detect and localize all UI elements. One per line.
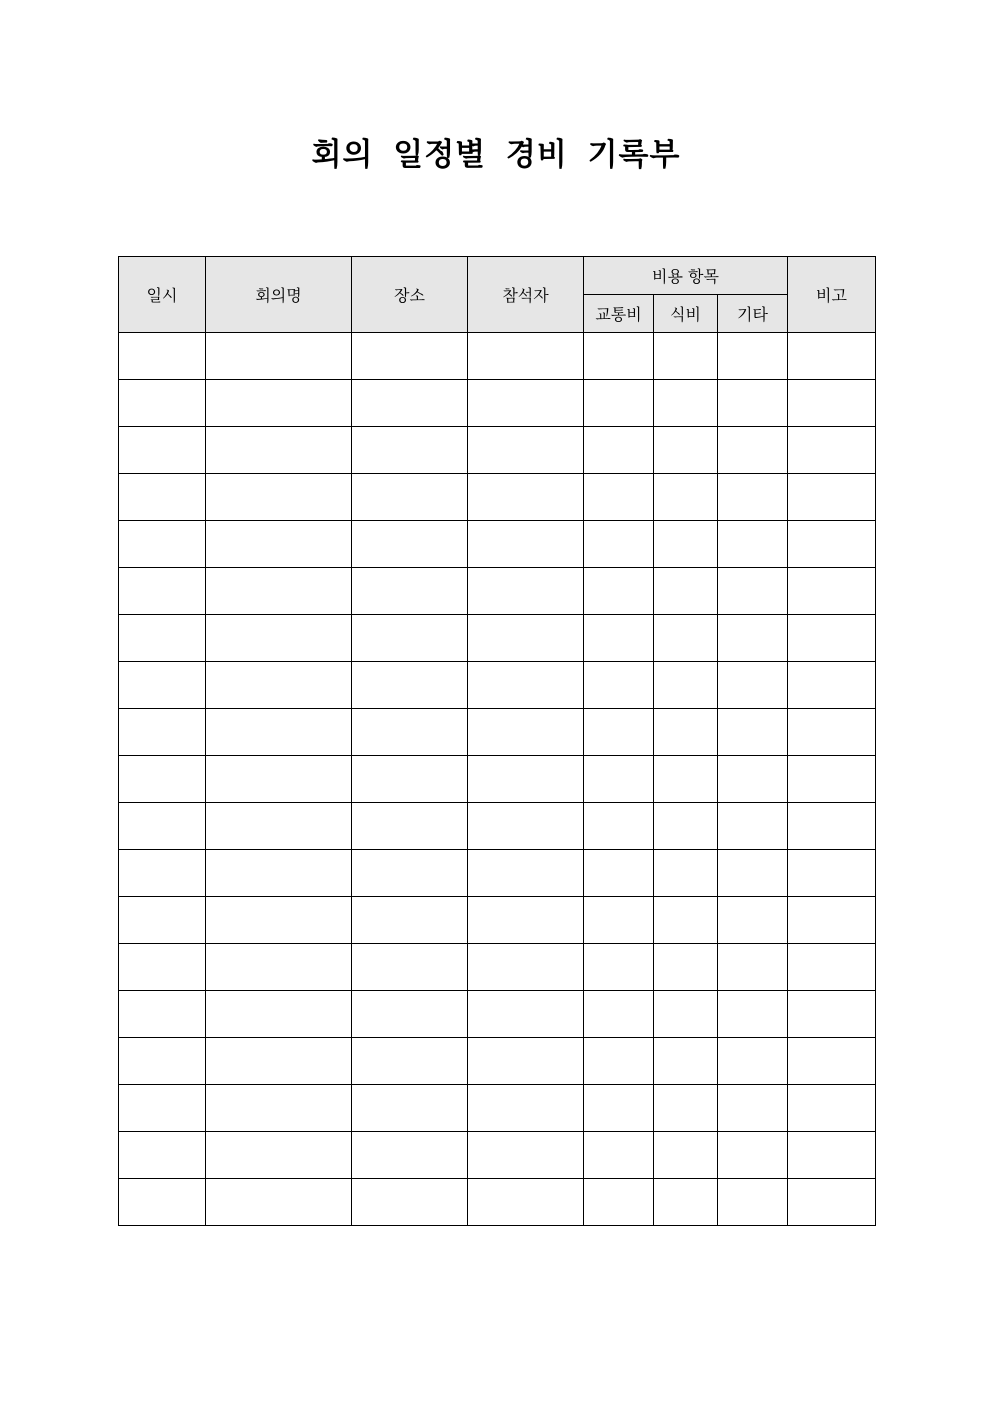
meeting-name-cell bbox=[206, 991, 352, 1038]
remarks-cell bbox=[788, 333, 876, 380]
meeting-name-cell bbox=[206, 944, 352, 991]
transport-cell bbox=[584, 568, 654, 615]
other-cell bbox=[718, 944, 788, 991]
other-cell bbox=[718, 850, 788, 897]
location-cell bbox=[352, 897, 468, 944]
meeting-name-cell bbox=[206, 521, 352, 568]
attendees-cell bbox=[468, 1085, 584, 1132]
meeting-name-cell bbox=[206, 568, 352, 615]
date-cell bbox=[119, 427, 206, 474]
attendees-cell bbox=[468, 944, 584, 991]
location-cell bbox=[352, 1085, 468, 1132]
remarks-cell bbox=[788, 1179, 876, 1226]
attendees-cell bbox=[468, 380, 584, 427]
location-cell bbox=[352, 991, 468, 1038]
meals-cell bbox=[654, 427, 718, 474]
meals-cell bbox=[654, 944, 718, 991]
meals-cell bbox=[654, 803, 718, 850]
other-cell bbox=[718, 1038, 788, 1085]
transport-cell bbox=[584, 850, 654, 897]
meeting-name-cell bbox=[206, 427, 352, 474]
expense-ledger-table bbox=[118, 256, 876, 1226]
table-row bbox=[119, 1179, 876, 1226]
other-cell bbox=[718, 427, 788, 474]
date-cell bbox=[119, 615, 206, 662]
table-row bbox=[119, 474, 876, 521]
meals-cell bbox=[654, 850, 718, 897]
date-cell bbox=[119, 474, 206, 521]
table-row bbox=[119, 756, 876, 803]
attendees-cell bbox=[468, 1038, 584, 1085]
header-meeting-name: 회의명 bbox=[206, 257, 352, 333]
attendees-cell bbox=[468, 568, 584, 615]
date-cell bbox=[119, 897, 206, 944]
table-row bbox=[119, 1038, 876, 1085]
transport-cell bbox=[584, 474, 654, 521]
transport-cell bbox=[584, 991, 654, 1038]
date-cell bbox=[119, 568, 206, 615]
remarks-cell bbox=[788, 991, 876, 1038]
date-cell bbox=[119, 709, 206, 756]
transport-cell bbox=[584, 662, 654, 709]
location-cell bbox=[352, 380, 468, 427]
remarks-cell bbox=[788, 850, 876, 897]
meals-cell bbox=[654, 991, 718, 1038]
date-cell bbox=[119, 850, 206, 897]
attendees-cell bbox=[468, 427, 584, 474]
attendees-cell bbox=[468, 709, 584, 756]
remarks-cell bbox=[788, 1085, 876, 1132]
attendees-cell bbox=[468, 1179, 584, 1226]
remarks-cell bbox=[788, 709, 876, 756]
transport-cell bbox=[584, 897, 654, 944]
other-cell bbox=[718, 897, 788, 944]
location-cell bbox=[352, 709, 468, 756]
header-transport: 교통비 bbox=[584, 295, 654, 333]
location-cell bbox=[352, 803, 468, 850]
remarks-cell bbox=[788, 427, 876, 474]
remarks-cell bbox=[788, 803, 876, 850]
table-row bbox=[119, 380, 876, 427]
location-cell bbox=[352, 1132, 468, 1179]
header-meals: 식비 bbox=[654, 295, 718, 333]
document-title: 회의 일정별 경비 기록부 bbox=[311, 137, 681, 173]
transport-cell bbox=[584, 944, 654, 991]
meals-cell bbox=[654, 474, 718, 521]
table-row bbox=[119, 568, 876, 615]
attendees-cell bbox=[468, 474, 584, 521]
header-attendees: 참석자 bbox=[468, 257, 584, 333]
remarks-cell bbox=[788, 568, 876, 615]
other-cell bbox=[718, 756, 788, 803]
other-cell bbox=[718, 1179, 788, 1226]
attendees-cell bbox=[468, 897, 584, 944]
table-row bbox=[119, 1085, 876, 1132]
remarks-cell bbox=[788, 380, 876, 427]
date-cell bbox=[119, 1179, 206, 1226]
meals-cell bbox=[654, 333, 718, 380]
meals-cell bbox=[654, 1179, 718, 1226]
meals-cell bbox=[654, 615, 718, 662]
location-cell bbox=[352, 333, 468, 380]
meals-cell bbox=[654, 756, 718, 803]
header-remarks: 비고 bbox=[788, 257, 876, 333]
meeting-name-cell bbox=[206, 1132, 352, 1179]
other-cell bbox=[718, 662, 788, 709]
attendees-cell bbox=[468, 1132, 584, 1179]
transport-cell bbox=[584, 1085, 654, 1132]
table-body bbox=[119, 333, 876, 1226]
meals-cell bbox=[654, 1132, 718, 1179]
location-cell bbox=[352, 474, 468, 521]
meeting-name-cell bbox=[206, 1179, 352, 1226]
attendees-cell bbox=[468, 756, 584, 803]
date-cell bbox=[119, 380, 206, 427]
transport-cell bbox=[584, 333, 654, 380]
meeting-name-cell bbox=[206, 709, 352, 756]
other-cell bbox=[718, 380, 788, 427]
header-cost-group: 비용 항목 bbox=[584, 257, 788, 295]
other-cell bbox=[718, 474, 788, 521]
remarks-cell bbox=[788, 756, 876, 803]
remarks-cell bbox=[788, 944, 876, 991]
table-header bbox=[119, 257, 876, 333]
other-cell bbox=[718, 333, 788, 380]
transport-cell bbox=[584, 615, 654, 662]
location-cell bbox=[352, 521, 468, 568]
attendees-cell bbox=[468, 521, 584, 568]
attendees-cell bbox=[468, 803, 584, 850]
meeting-name-cell bbox=[206, 803, 352, 850]
table-row bbox=[119, 850, 876, 897]
meals-cell bbox=[654, 568, 718, 615]
meeting-name-cell bbox=[206, 662, 352, 709]
transport-cell bbox=[584, 521, 654, 568]
meeting-name-cell bbox=[206, 380, 352, 427]
remarks-cell bbox=[788, 1132, 876, 1179]
date-cell bbox=[119, 1038, 206, 1085]
other-cell bbox=[718, 803, 788, 850]
location-cell bbox=[352, 850, 468, 897]
header-location: 장소 bbox=[352, 257, 468, 333]
attendees-cell bbox=[468, 662, 584, 709]
table-row bbox=[119, 521, 876, 568]
location-cell bbox=[352, 568, 468, 615]
transport-cell bbox=[584, 427, 654, 474]
remarks-cell bbox=[788, 897, 876, 944]
location-cell bbox=[352, 1179, 468, 1226]
remarks-cell bbox=[788, 615, 876, 662]
other-cell bbox=[718, 615, 788, 662]
table-row bbox=[119, 803, 876, 850]
transport-cell bbox=[584, 1179, 654, 1226]
table-row bbox=[119, 427, 876, 474]
date-cell bbox=[119, 756, 206, 803]
transport-cell bbox=[584, 709, 654, 756]
meeting-name-cell bbox=[206, 1085, 352, 1132]
transport-cell bbox=[584, 1038, 654, 1085]
location-cell bbox=[352, 615, 468, 662]
table-row bbox=[119, 662, 876, 709]
table-row bbox=[119, 615, 876, 662]
table-row bbox=[119, 991, 876, 1038]
other-cell bbox=[718, 1085, 788, 1132]
header-date: 일시 bbox=[119, 257, 206, 333]
meals-cell bbox=[654, 662, 718, 709]
meals-cell bbox=[654, 1085, 718, 1132]
meals-cell bbox=[654, 521, 718, 568]
date-cell bbox=[119, 1085, 206, 1132]
location-cell bbox=[352, 427, 468, 474]
transport-cell bbox=[584, 380, 654, 427]
attendees-cell bbox=[468, 850, 584, 897]
remarks-cell bbox=[788, 1038, 876, 1085]
remarks-cell bbox=[788, 474, 876, 521]
date-cell bbox=[119, 944, 206, 991]
date-cell bbox=[119, 1132, 206, 1179]
meeting-name-cell bbox=[206, 333, 352, 380]
meeting-name-cell bbox=[206, 615, 352, 662]
location-cell bbox=[352, 1038, 468, 1085]
transport-cell bbox=[584, 1132, 654, 1179]
other-cell bbox=[718, 991, 788, 1038]
other-cell bbox=[718, 521, 788, 568]
date-cell bbox=[119, 662, 206, 709]
remarks-cell bbox=[788, 662, 876, 709]
other-cell bbox=[718, 1132, 788, 1179]
attendees-cell bbox=[468, 333, 584, 380]
meeting-name-cell bbox=[206, 474, 352, 521]
location-cell bbox=[352, 662, 468, 709]
location-cell bbox=[352, 944, 468, 991]
transport-cell bbox=[584, 756, 654, 803]
table-row bbox=[119, 897, 876, 944]
date-cell bbox=[119, 521, 206, 568]
meeting-name-cell bbox=[206, 1038, 352, 1085]
other-cell bbox=[718, 709, 788, 756]
meals-cell bbox=[654, 897, 718, 944]
date-cell bbox=[119, 333, 206, 380]
location-cell bbox=[352, 756, 468, 803]
remarks-cell bbox=[788, 521, 876, 568]
attendees-cell bbox=[468, 615, 584, 662]
meeting-name-cell bbox=[206, 897, 352, 944]
attendees-cell bbox=[468, 991, 584, 1038]
date-cell bbox=[119, 803, 206, 850]
table-row bbox=[119, 709, 876, 756]
meeting-name-cell bbox=[206, 756, 352, 803]
meals-cell bbox=[654, 380, 718, 427]
meals-cell bbox=[654, 1038, 718, 1085]
table-row bbox=[119, 1132, 876, 1179]
table-row bbox=[119, 333, 876, 380]
date-cell bbox=[119, 991, 206, 1038]
transport-cell bbox=[584, 803, 654, 850]
other-cell bbox=[718, 568, 788, 615]
meeting-name-cell bbox=[206, 850, 352, 897]
table-row bbox=[119, 944, 876, 991]
meals-cell bbox=[654, 709, 718, 756]
header-other: 기타 bbox=[718, 295, 788, 333]
